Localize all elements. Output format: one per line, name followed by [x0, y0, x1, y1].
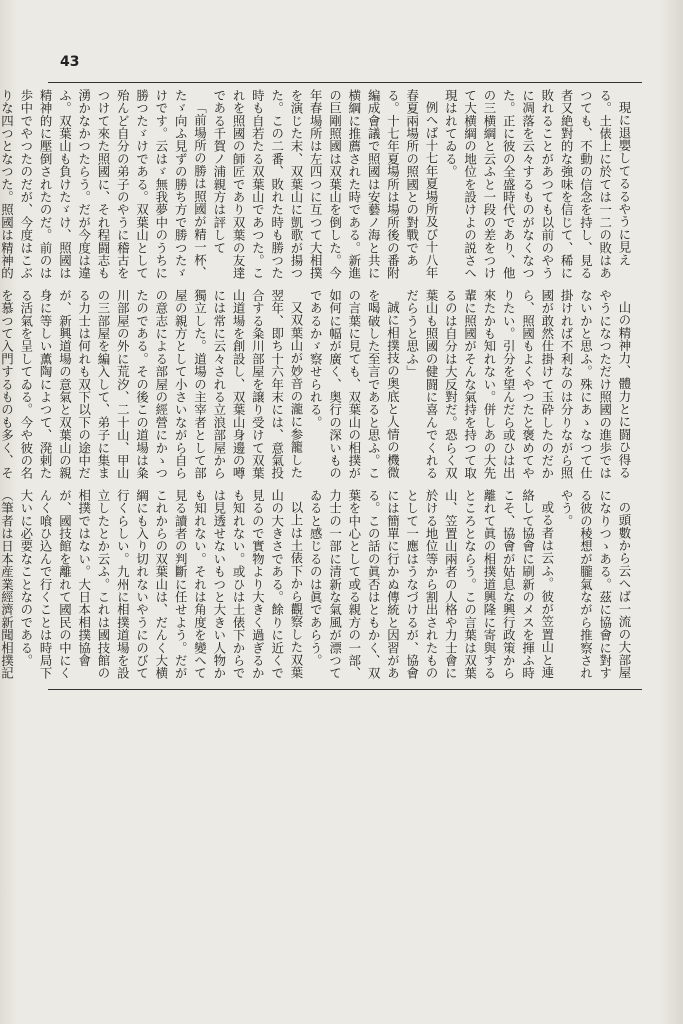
paragraph: 以上は土俵下から觀察した双葉山の大きさである。餘りに近くで見るので實物より大きく過ぎるかも知れない。或ひは土俵下からでは見透せないもつと大きい人物かも知れない。それは角度を變へて見る讀者の判斷に任せよう。だがこれからの双葉山は、だんく大横綱にも入り切れないやうにのびて行くらしい。九州に相撲道場を設立したとか云ふ。これは國技館の相撲ではない。大日本相撲協會が、國技館を離れて國民の中にくんく喰ひ込んで行くことは時局下大いに必要なことなのである。 — [18, 489, 304, 680]
page-number: 43 — [60, 54, 80, 70]
paragraph: 現に退嬰してるるやうに見える。土俵上に於ては一二の敗はあつても、不動の信念を持し、見る者又絶對的な強味を信じて、稀に敗れることがあつても以前のやうに凋落を云々するものがなくなつた。正に彼の全盛時代であり、他の三横綱と云ふと一段の差をつけて大横綱の地位を設けよの説さへ現はれてゐる。 — [443, 89, 632, 280]
author-byline: （筆者は日本産業經濟新聞相撲記 — [0, 489, 15, 680]
paragraph: 誠に相撲技の奥底と人情の機微を喝破した至言であると思ふ。この言葉に見ても、双葉山の相撲が如何に幅が廣く、奥行の深いものであるかゞ察せられる。 — [308, 289, 401, 480]
text-tier-top — [0, 89, 634, 281]
article-text-frame — [0, 82, 642, 690]
paragraph: 或る者は云ふ。彼が笠置山と連絡して協會に刷新のメスを揮ふ時こそ、協會が姑息な興行政策から離れて眞の相撲道興隆に寄與するところとならう。この言葉は双葉山、笠置山兩者の人格や力士會に於ける地位等から割出されたものとして一應はうなづけるが、協會には簡單に行かぬ傳統と因習がある。この話の眞否はともかく、双葉を中心として或る親方の一部、力士の一部に清新な氣風が漂つてゐると感じるのは眞であらう。 — [308, 489, 555, 680]
paragraph: 山の精神力、體力とに闘ひ得るやうになつただけ照國の進歩ではないかと思ふ。殊にあゝなつて仕掛ければ不利なのは分りながら照國が敢然仕掛けて玉砕したのだから、照國もよくやつたと褒めてやりたい。引分を望んだら或ひは出來たかも知れない。併しあの大先輩に照國がそんな氣持を持つて取るのは自分は大反對だ。恐らく双葉山も照國の健闘に喜んでくれるだらうと思ふ」 — [404, 289, 632, 480]
text-tier-middle — [0, 289, 634, 481]
paragraph: の頭數から云へば一流の大部屋になりつゝある。茲に協會に對する彼の稜想が朧氣ながら推察されやう。 — [559, 489, 632, 680]
paragraph: 例へば十七年夏場所及び十八年春夏兩場所の照國との對戰である。十七年夏場所は場所後の番附編成會議で照國は安藝ノ海と共に横綱に推薦された時である。新進の巨剛照國は双葉山を倒した。今年春場所は左四つに互つて大相撲を演じた末、双葉山に凱歌が揚つた。この二番、敗れた時も勝つた時も自若たる双葉山であつた。これを照國の師匠であり双葉の友達である千賀ノ浦親方は評して — [211, 89, 440, 280]
text-tier-bottom — [0, 489, 634, 685]
paragraph: 「前場所の勝は照國が精一杯、たゞ向ふ見ずの勝ち方で勝つたゞけです。云はゞ無我夢中のうちに勝つたゞけである。双葉山として殆んど自分の弟子のやうに稽古をつけて來た照國に、それ程闘志も湧かなかつたらう。だが今度は違ふ。双葉山も負けたゞけ、照國は精神的に壓倒されたのだ。前のは歩中でやつたのだが、今度はこぶりな四つとなつた。照國は精神的 — [0, 89, 208, 280]
paragraph: 又双葉山が妙音の瀧に参籠した翌年、即ち十六年末には、意氣投合する粂川部屋を譲り受けて双葉山道場を創設し、双葉山身邊の噂には常に云々される立浪部屋から獨立した。道場の主宰者として部屋の親方として小さいながら自らの意志による部屋の經營にかゝつたのである。その後この道場は粂川部屋の外に荒汐、二十山、甲山の三部屋を編入して、弟子に集まる力士は何れも双下以下の途中だが、新興道場の意氣と双葉山の親身に等しい薫陶によつて、溌剌たる活氣を呈してゐる。今や彼の名を慕つて入門するものも多く、そ — [0, 289, 304, 480]
